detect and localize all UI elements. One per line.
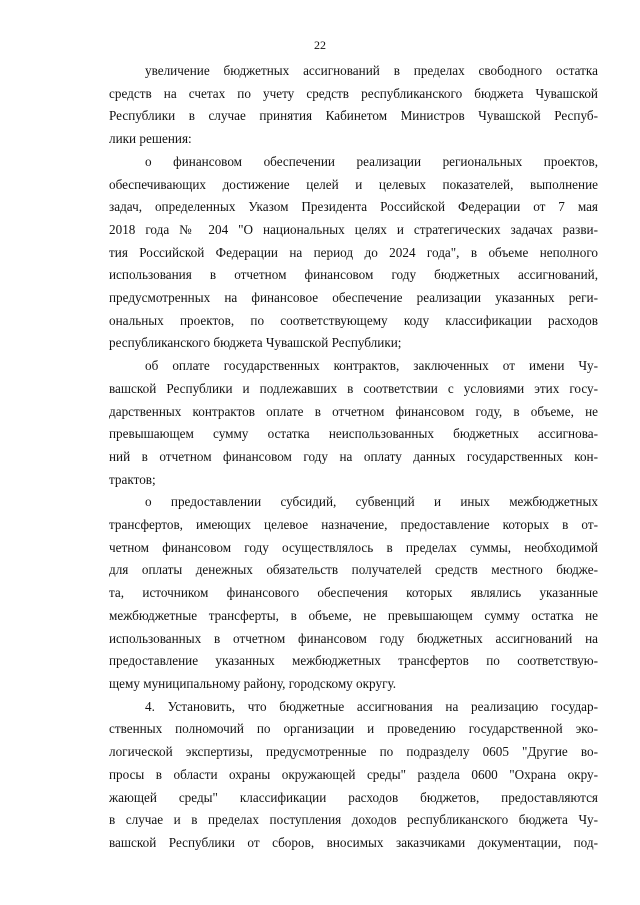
text-line: обеспечивающих достижение целей и целевых показателей, выполнение xyxy=(109,176,598,192)
text-line: 2018 года № 204 "О национальных целях и стратегических задачах разви- xyxy=(109,221,598,237)
page-number: 22 xyxy=(314,38,326,52)
text-line: лики решения: xyxy=(109,131,192,147)
text-line: щему муниципальному району, городскому округу. xyxy=(109,675,397,691)
document-body xyxy=(109,60,598,855)
text-line: Республики в случае принятия Кабинетом Министров Чувашской Респуб- xyxy=(109,108,598,124)
paragraph-3 xyxy=(109,355,598,491)
text-line: жающей среды" классификации расходов бюджетов, предоставляются xyxy=(109,789,598,805)
text-line: республиканского бюджета Чувашской Республики; xyxy=(109,335,402,351)
text-line: для оплаты денежных обязательств получателей средств местного бюдже- xyxy=(109,562,598,578)
text-line: ний в отчетном финансовом году на оплату данных государственных кон- xyxy=(109,448,598,464)
paragraph-5 xyxy=(109,696,598,855)
text-line: дарственных контрактов оплате в отчетном финансовом году, в объеме, не xyxy=(109,403,598,419)
text-line: ственных полномочий по организации и проведению государственной эко- xyxy=(109,721,598,737)
text-line: предусмотренных на финансовое обеспечение реализации указанных реги- xyxy=(109,290,598,306)
text-line: о предоставлении субсидий, субвенций и иных межбюджетных xyxy=(145,494,598,510)
text-line: о финансовом обеспечении реализации региональных проектов, xyxy=(145,153,598,169)
text-line: предоставление указанных межбюджетных трансфертов по соответствую- xyxy=(109,653,598,669)
text-line: использования в отчетном финансовом году бюджетных ассигнований, xyxy=(109,267,598,283)
text-line: задач, определенных Указом Президента Российской Федерации от 7 мая xyxy=(109,199,598,215)
text-line: средств на счетах по учету средств республиканского бюджета Чувашской xyxy=(109,85,598,101)
text-line: об оплате государственных контрактов, заключенных от имени Чу- xyxy=(145,358,598,374)
text-line: вашской Республики и подлежавших в соответствии с условиями этих госу- xyxy=(109,380,598,396)
text-line: 4. Установить, что бюджетные ассигнования на реализацию государ- xyxy=(145,698,598,714)
text-line: в случае и в пределах поступления доходов республиканского бюджета Чу- xyxy=(109,812,598,828)
text-line: трансфертов, имеющих целевое назначение, предоставление которых в от- xyxy=(109,517,598,533)
text-line: использованных в отчетном финансовом году бюджетных ассигнований на xyxy=(109,630,598,646)
text-line: трактов; xyxy=(109,471,156,487)
text-line: ональных проектов, по соответствующему коду классификации расходов xyxy=(109,312,598,328)
text-line: логической экспертизы, предусмотренные по подразделу 0605 "Другие во- xyxy=(109,744,598,760)
paragraph-1 xyxy=(109,60,598,151)
text-line: просы в области охраны окружающей среды" раздела 0600 "Охрана окру- xyxy=(109,766,598,782)
text-line: тия Российской Федерации на период до 2024 года", в объеме неполного xyxy=(109,244,598,260)
text-line: увеличение бюджетных ассигнований в пределах свободного остатка xyxy=(145,63,598,78)
text-line: четном финансовом году осуществлялось в пределах суммы, необходимой xyxy=(109,539,598,555)
text-line: межбюджетные трансферты, в объеме, не превышающем сумму остатка не xyxy=(109,607,598,623)
text-line: превышающем сумму остатка неиспользованных бюджетных ассигнова- xyxy=(109,426,598,442)
paragraph-4 xyxy=(109,491,598,695)
text-line: та, источником финансового обеспечения которых являлись указанные xyxy=(109,585,598,601)
paragraph-2 xyxy=(109,151,598,355)
text-line: вашской Республики от сборов, вносимых заказчиками документации, под- xyxy=(109,834,598,850)
